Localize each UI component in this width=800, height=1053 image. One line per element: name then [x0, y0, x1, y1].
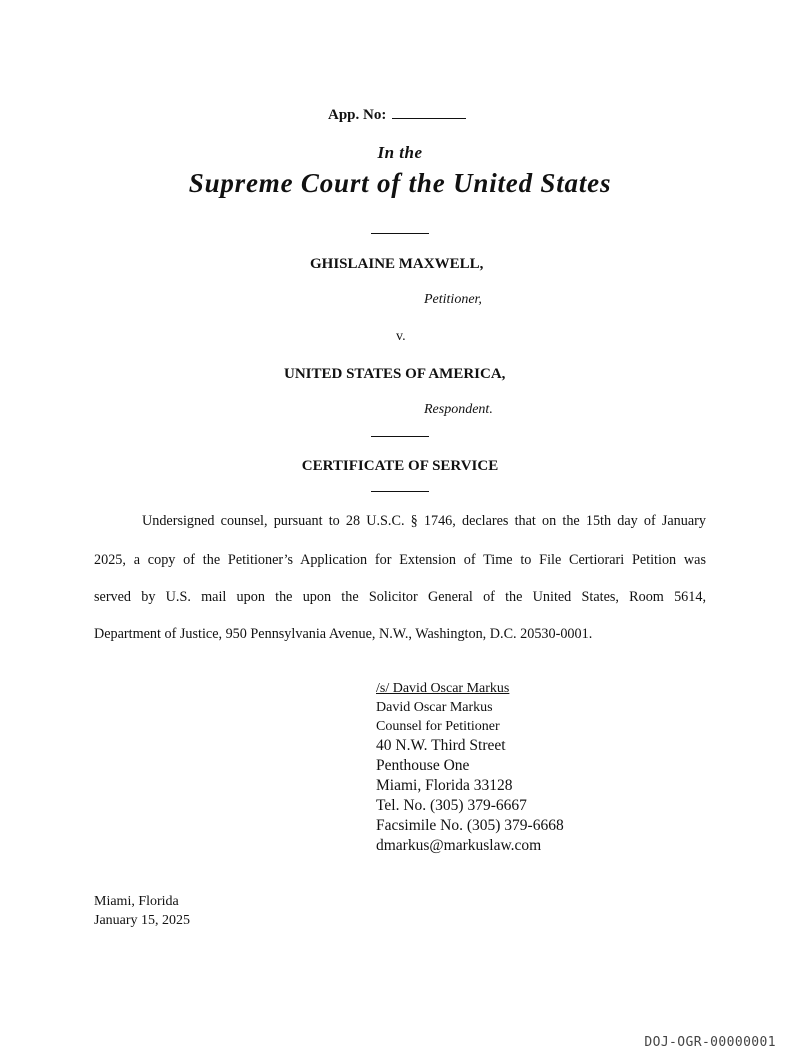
body-line-1: Undersigned counsel, pursuant to 28 U.S.C. § 1746, declares that on the 15th day of January — [142, 513, 706, 529]
divider-top — [371, 233, 429, 234]
app-no-blank — [392, 106, 466, 119]
court-name: Supreme Court of the United States — [188, 168, 612, 198]
signer-title: Counsel for Petitioner — [376, 719, 500, 734]
place-date — [94, 892, 190, 930]
facsimile: Facsimile No. (305) 379-6668 — [376, 817, 564, 834]
address-line-2: Penthouse One — [376, 757, 470, 774]
bates-number: DOJ-OGR-00000001 — [644, 1035, 776, 1050]
petitioner-role: Petitioner, — [424, 292, 482, 307]
document-title: CERTIFICATE OF SERVICE — [301, 458, 499, 474]
in-the-label: In the — [377, 143, 423, 162]
email: dmarkus@markuslaw.com — [376, 837, 542, 854]
divider-bottom — [371, 491, 429, 492]
app-no-label: App. No: — [328, 107, 387, 123]
respondent-name: UNITED STATES OF AMERICA, — [284, 366, 506, 382]
application-number — [328, 106, 466, 124]
electronic-signature: /s/ David Oscar Markus — [376, 681, 510, 696]
city-state-zip: Miami, Florida 33128 — [376, 777, 513, 794]
telephone: Tel. No. (305) 379-6667 — [376, 797, 527, 814]
place-city: Miami, Florida — [94, 894, 179, 909]
address-line-1: 40 N.W. Third Street — [376, 737, 506, 754]
body-line-3: served by U.S. mail upon the upon the Solicitor General of the United States, Room 5614, — [94, 589, 706, 605]
document-date: January 15, 2025 — [94, 913, 191, 928]
divider-middle — [371, 436, 429, 437]
body-line-4: Department of Justice, 950 Pennsylvania Avenue, N.W., Washington, D.C. 20530-0001. — [94, 626, 593, 642]
petitioner-name: GHISLAINE MAXWELL, — [310, 256, 484, 272]
signature-block — [376, 679, 564, 856]
body-line-2: 2025, a copy of the Petitioner’s Application for Extension of Time to File Certiorari Petition was — [94, 552, 706, 568]
respondent-role: Respondent. — [424, 402, 493, 417]
signer-name: David Oscar Markus — [376, 700, 493, 715]
versus: v. — [396, 329, 406, 344]
